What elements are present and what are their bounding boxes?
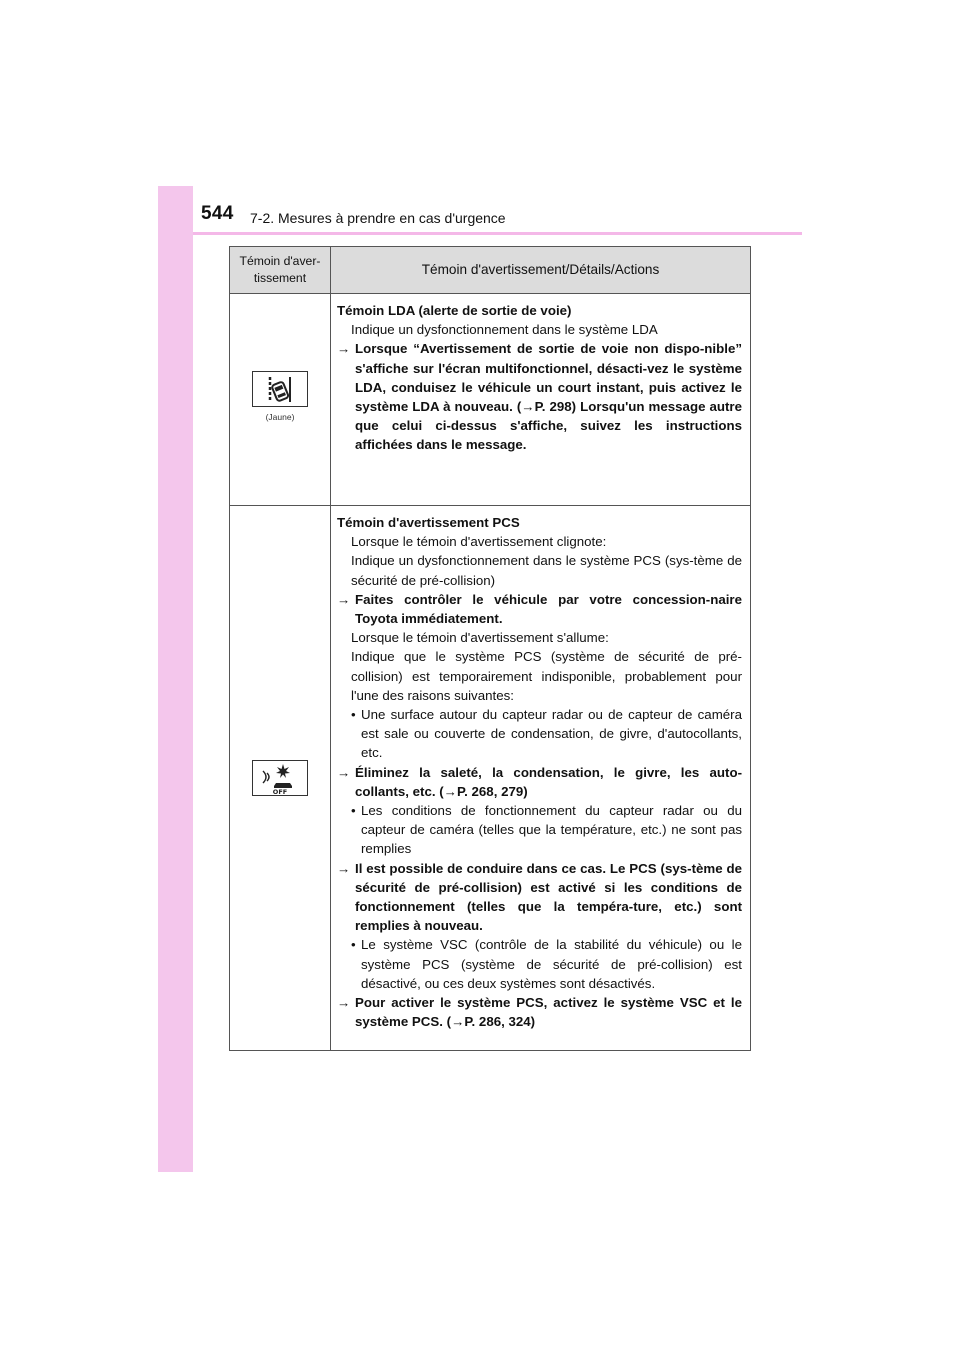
pcs-action: → Pour activer le système PCS, activez le système VSC et le système PCS. (→P. 286, 324) — [337, 995, 742, 1030]
pcs-line: Lorsque le témoin d'avertissement s'allume: — [351, 630, 609, 646]
lda-action: → Lorsque “Avertissement de sortie de voie non dispo-nible” s'affiche sur l'écran multifonctionnel, désacti-vez le système LDA, conduisez le véhicule un court instant, puis activez le système LDA à nouveau. (→P. 298) Lorsqu'un message autre que celui ci-dessus s'affiche, suivez les instructions affichées dans le message. — [337, 341, 742, 453]
table-row — [230, 294, 751, 506]
arrow-icon: → — [337, 764, 351, 780]
pcs-action: → Faites contrôler le véhicule par votre concession-naire Toyota immédiatement. — [337, 591, 742, 627]
lda-line: Indique un dysfonctionnement dans le système LDA — [351, 322, 658, 338]
pcs-line: Indique un dysfonctionnement dans le système PCS (sys-tème de sécurité de pré-collision) — [351, 553, 742, 588]
arrow-icon: → — [337, 591, 351, 607]
icon-cell — [230, 294, 331, 506]
chapter-title: 7-2. Mesures à prendre en cas d'urgence — [250, 210, 506, 226]
col-header-details: Témoin d'avertissement/Détails/Actions — [331, 247, 751, 294]
details-cell — [331, 506, 751, 1051]
pcs-line: Lorsque le témoin d'avertissement clignote: — [351, 534, 607, 550]
arrow-icon: → — [337, 995, 351, 1011]
bullet-icon: • — [351, 937, 356, 953]
pcs-bullet: • Les conditions de fonctionnement du capteur radar ou du capteur de caméra (telles que la température, etc.) ne sont pas remplies — [351, 803, 742, 857]
table-row — [230, 506, 751, 1051]
arrow-icon: → — [337, 860, 351, 876]
table-header-row — [230, 247, 751, 294]
pcs-action: → Il est possible de conduire dans ce cas. Le PCS (sys-tème de sécurité de pré-collision) est activé si les conditions de fonctionnement (telles que la tempéra-ture, etc.) sont remplies à nouveau. — [337, 860, 742, 934]
pcs-off-icon — [252, 760, 308, 796]
pcs-line: Indique que le système PCS (système de sécurité de pré-collision) est temporairement indisponible, probablement pour l'une des raisons suivantes: — [351, 649, 742, 703]
pcs-action: → Éliminez la saleté, la condensation, le givre, les auto-collants, etc. (→P. 268, 279) — [337, 764, 742, 799]
header-rule — [193, 232, 802, 235]
warning-lights-table — [229, 246, 751, 1051]
svg-text:OFF: OFF — [272, 788, 288, 795]
bullet-icon: • — [351, 707, 356, 723]
arrow-icon: → — [337, 341, 351, 357]
col-header-light: Témoin d'aver- tissement — [230, 247, 331, 294]
page-number: 544 — [201, 203, 234, 224]
bullet-icon: • — [351, 803, 356, 819]
details-cell — [331, 294, 751, 506]
chapter-side-band — [158, 186, 193, 1172]
icon-color-caption: (Jaune) — [265, 412, 295, 423]
lda-title: Témoin LDA (alerte de sortie de voie) — [337, 303, 572, 318]
lane-departure-icon — [252, 371, 308, 407]
pcs-bullet: • Une surface autour du capteur radar ou de capteur de caméra est sale ou couverte de condensation, de givre, d'autocollants, etc. — [351, 707, 742, 761]
pcs-title: Témoin d'avertissement PCS — [337, 515, 520, 530]
pcs-bullet: • Le système VSC (contrôle de la stabilité du véhicule) ou le système PCS (système de sécurité de pré-collision) est désactivé, ou ces deux systèmes sont désactivés. — [351, 937, 742, 991]
icon-cell — [230, 506, 331, 1051]
